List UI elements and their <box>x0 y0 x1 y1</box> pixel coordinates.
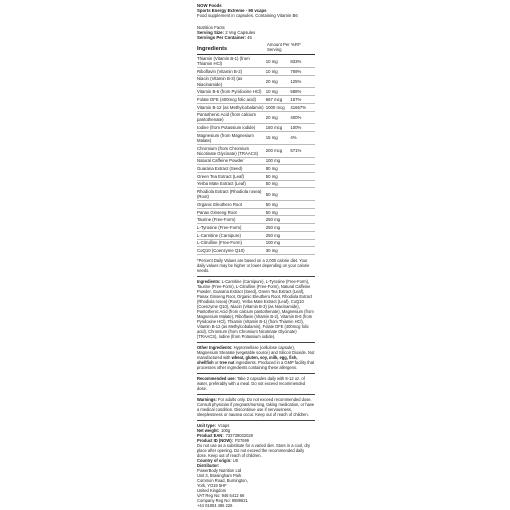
nutrient-name: Magnesium (from Magnesium Malate) <box>197 132 266 145</box>
nutrition-row <box>197 111 315 124</box>
nutrition-row <box>197 68 315 76</box>
nutrient-nrv: 588% <box>290 88 315 96</box>
nutrient-name: L-Carnitine (Carnipure) <box>197 231 266 239</box>
nutrition-row <box>197 188 315 201</box>
serving-size: Serving Size: 2 Veg Capsules <box>197 29 256 35</box>
nutrient-name: L-Citrulline (Free-Form) <box>197 239 266 247</box>
ingredients-statement: Ingredients: L-Carnitine (Carnipure), L-Tyrosine (Free-Form), Taurine (Free-Form), L-Citrulline (Free-Form), Natural Caffeine Powder, Guarana Extract (Seed), Green Tea Extract (Leaf), Panax Ginseng Root, Organic Eleuthero Root, Rhodiola Extract (Rhodiola rosea) (Root), Yerba Mate Extract (Leaf), CoQ10 (Coenzyme Q10), Niacin (Vitamin B-3) (as Niacinamide), Pantothenic Acid (from calcium pantothenate), Magnesium (from Magnesium Malate), Riboflavin (Vitamin B-2), Vitamin B-6 (from Pyridoxine HCl), Thiamin (Vitamin B-1) (from Thiamin HCl), Vitamin B-12 (as Methylcobalamin), Folate DFE (400mcg folic acid), Chromium (from Chromium Nicotinate Glycinate) (TRAACS), Iodine (from Potassium iodide). <box>197 278 314 339</box>
nrv-column-header: %RI* <box>291 42 301 48</box>
nutrient-amount: 250 mg <box>266 231 291 239</box>
nutrient-nrv: 100% <box>290 124 315 132</box>
nutrient-nrv: 400% <box>290 111 315 124</box>
nutrition-row <box>197 96 315 104</box>
nutrition-row <box>197 224 315 232</box>
nutrient-nrv <box>290 239 315 247</box>
nutrient-nrv: 769% <box>290 68 315 76</box>
nutrition-row <box>197 144 315 157</box>
product-info-row: Unit type: Vcaps <box>197 422 230 428</box>
nutrition-row <box>197 132 315 145</box>
nutrient-amount: 200 mcg <box>266 144 291 157</box>
nutrient-name: CoQ10 (Coenzyme Q10) <box>197 247 266 255</box>
nutrient-name: Guarana Extract (Seed) <box>197 165 266 173</box>
nutrient-amount: 150 mcg <box>266 124 291 132</box>
servings-per-container: Servings Per Container: 45 <box>197 35 252 41</box>
nutrition-row <box>197 55 315 67</box>
ingredients-column-title: Ingredients <box>197 46 228 53</box>
nutrient-nrv <box>290 157 315 165</box>
other-ingredients: Other Ingredients: Hypromellose (cellulose capsule), Magnesium Stearate (vegetable source) and Silicon Dioxide. Not manufactured with wheat, gluten, soy, milk, egg, fish, shellfish or tree nut ingredients. Produced in a GMP facility that processes other ingredients containing these allergens. <box>197 344 315 370</box>
nutrition-row <box>197 201 315 209</box>
nutrient-nrv <box>290 208 315 216</box>
nutrient-nrv <box>290 216 315 224</box>
warnings: Warnings: For adults only. Do not exceed recommended dose. Consult physician if pregnant/nursing, taking medication, or have a medical condition. Discontinue use if nervousness, sleeplessness or nausea occur. Keep out of reach of children. <box>197 396 315 417</box>
product-info <box>197 423 315 443</box>
address-line: +44 01904 486 226 <box>197 502 233 508</box>
nutrient-amount: 10 mg <box>266 88 291 96</box>
product-info-row: Net weight: 100g <box>197 427 231 433</box>
nutrient-name: Yerba Mate Extract (Leaf) <box>197 180 266 188</box>
nutrient-amount: 80 mg <box>266 165 291 173</box>
nutrition-row <box>197 88 315 96</box>
nutrient-name: Natural Caffeine Powder <box>197 157 266 165</box>
nutrient-nrv: 4% <box>290 132 315 145</box>
nutrient-amount: 1000 mcg <box>266 103 291 111</box>
nutrient-amount: 15 mg <box>266 132 291 145</box>
nutrient-amount: 10 mg <box>266 55 291 67</box>
amount-column-header: Amount Per Serving <box>267 42 290 53</box>
product-info-row: Product EAN: 733739032028 <box>197 432 253 438</box>
nutrient-amount: 50 mg <box>266 188 291 201</box>
product-subtitle: Food supplement in capsules. Containing Vitamin B6 <box>197 13 298 19</box>
nutrient-amount: 50 mg <box>266 208 291 216</box>
storage-text: Do not use as a substitute for a varied diet. Store in a cool, dry place after opening. Do not exceed the recommended daily dose. Keep out of reach of children. <box>197 442 311 458</box>
nutrition-row <box>197 103 315 111</box>
brand-name: NOW Foods <box>197 3 222 8</box>
nutrient-name: Niacin (Vitamin B-3) (as Niacinamide) <box>197 75 266 88</box>
product-info-row: Product ID (NOW): P27699 <box>197 437 250 443</box>
nutrient-name: Taurine (Free-Form) <box>197 216 266 224</box>
nutrient-name: Rhodiola Extract (Rhodiola rosea) (Root) <box>197 188 266 201</box>
nutrient-nrv <box>290 180 315 188</box>
nutrient-amount: 20 mg <box>266 111 291 124</box>
nutrient-nrv <box>290 201 315 209</box>
nutrition-row <box>197 208 315 216</box>
address-line: VAT Reg No: 946 5412 66 <box>197 492 245 498</box>
nutrient-amount: 10 mg <box>266 68 291 76</box>
nutrient-nrv <box>290 165 315 173</box>
nutrition-facts-table <box>197 55 315 255</box>
address-line: Unit 3, Brasingham Park <box>197 472 242 478</box>
nutrient-amount: 250 mg <box>266 224 291 232</box>
nutrition-row <box>197 172 315 180</box>
facts-heading: Nutrition Facts <box>197 24 225 30</box>
nutrient-nrv: 167% <box>290 96 315 104</box>
nutrition-row <box>197 124 315 132</box>
nutrition-row <box>197 239 315 247</box>
nutrition-row <box>197 165 315 173</box>
nutrient-amount: 50 mg <box>266 180 291 188</box>
nutrient-nrv <box>290 224 315 232</box>
nutrient-name: Panax Ginseng Root <box>197 208 266 216</box>
facts-table-header <box>197 42 315 55</box>
nutrient-nrv: 833% <box>290 55 315 67</box>
address-line: York, YO19 5HF <box>197 482 227 488</box>
nutrient-amount: 20 mg <box>266 75 291 88</box>
divider <box>197 394 315 395</box>
nutrient-name: Organic Eleuthero Root <box>197 201 266 209</box>
nutrient-amount: 667 mcg <box>266 96 291 104</box>
nutrient-name: Vitamin B-6 (from Pyridoxine HCl) <box>197 88 266 96</box>
divider <box>197 276 315 277</box>
daily-value-footnote: *Percent Daily Values are based on a 2,000 calorie diet. Your daily values may be higher or lower depending on your calorie needs. <box>197 257 310 273</box>
nutrient-nrv <box>290 247 315 255</box>
nutrient-name: Folate DFE (400mcg folic acid) <box>197 96 266 104</box>
nutrition-row <box>197 247 315 255</box>
nutrient-amount: 30 mg <box>266 247 291 255</box>
product-title: Sports Energy Extreme - 90 vcaps <box>197 8 267 14</box>
divider <box>197 420 315 421</box>
nutrient-nrv: 571% <box>290 144 315 157</box>
distributor-address <box>197 468 315 508</box>
nutrition-row <box>197 157 315 165</box>
nutrient-amount: 50 mg <box>266 172 291 180</box>
divider <box>197 373 315 374</box>
nutrient-amount: 100 mg <box>266 239 291 247</box>
address-line: PowerBody Nutrition Ltd <box>197 467 242 473</box>
nutrient-amount: 250 mg <box>266 216 291 224</box>
nutrient-name: Vitamin B-12 (as Methylcobalamin) <box>197 103 266 111</box>
nutrition-row <box>197 231 315 239</box>
product-document <box>197 3 315 508</box>
nutrient-name: Green Tea Extract (Leaf) <box>197 172 266 180</box>
country-of-origin: Country of origin: US <box>197 457 239 463</box>
address-line: Company Reg No: 8589621 <box>197 497 248 503</box>
nutrition-row <box>197 180 315 188</box>
nutrient-name: Riboflavin (Vitamin B-2) <box>197 68 266 76</box>
nutrient-name: Iodine (from Potassium iodide) <box>197 124 266 132</box>
divider <box>197 342 315 343</box>
nutrient-name: Pantothenic Acid (from calcium pantothenate) <box>197 111 266 124</box>
recommended-use: Recommended use: Take 2 capsules daily with 8-12 oz. of water, preferably with a meal. Do not exceed recommended dose. <box>197 375 306 391</box>
distributor-label: Distributor: <box>197 462 220 468</box>
nutrition-row <box>197 75 315 88</box>
address-line: Common Road, Burnington, <box>197 477 248 483</box>
nutrition-row <box>197 216 315 224</box>
nutrient-name: L-Tyrosine (Free-Form) <box>197 224 266 232</box>
address-line: United Kingdom <box>197 487 227 493</box>
nutrient-nrv <box>290 188 315 201</box>
nutrient-nrv <box>290 172 315 180</box>
nutrient-name: Thiamin (Vitamin B-1) (from Thiamin HCl) <box>197 55 266 67</box>
nutrient-nrv: 125% <box>290 75 315 88</box>
nutrient-amount: 100 mg <box>266 157 291 165</box>
nutrient-nrv <box>290 231 315 239</box>
nutrient-nrv: 41667% <box>290 103 315 111</box>
nutrient-name: Chromium (from Chromium Nicotinate Glycinate) (TRAACS) <box>197 144 266 157</box>
nutrient-amount: 50 mg <box>266 201 291 209</box>
